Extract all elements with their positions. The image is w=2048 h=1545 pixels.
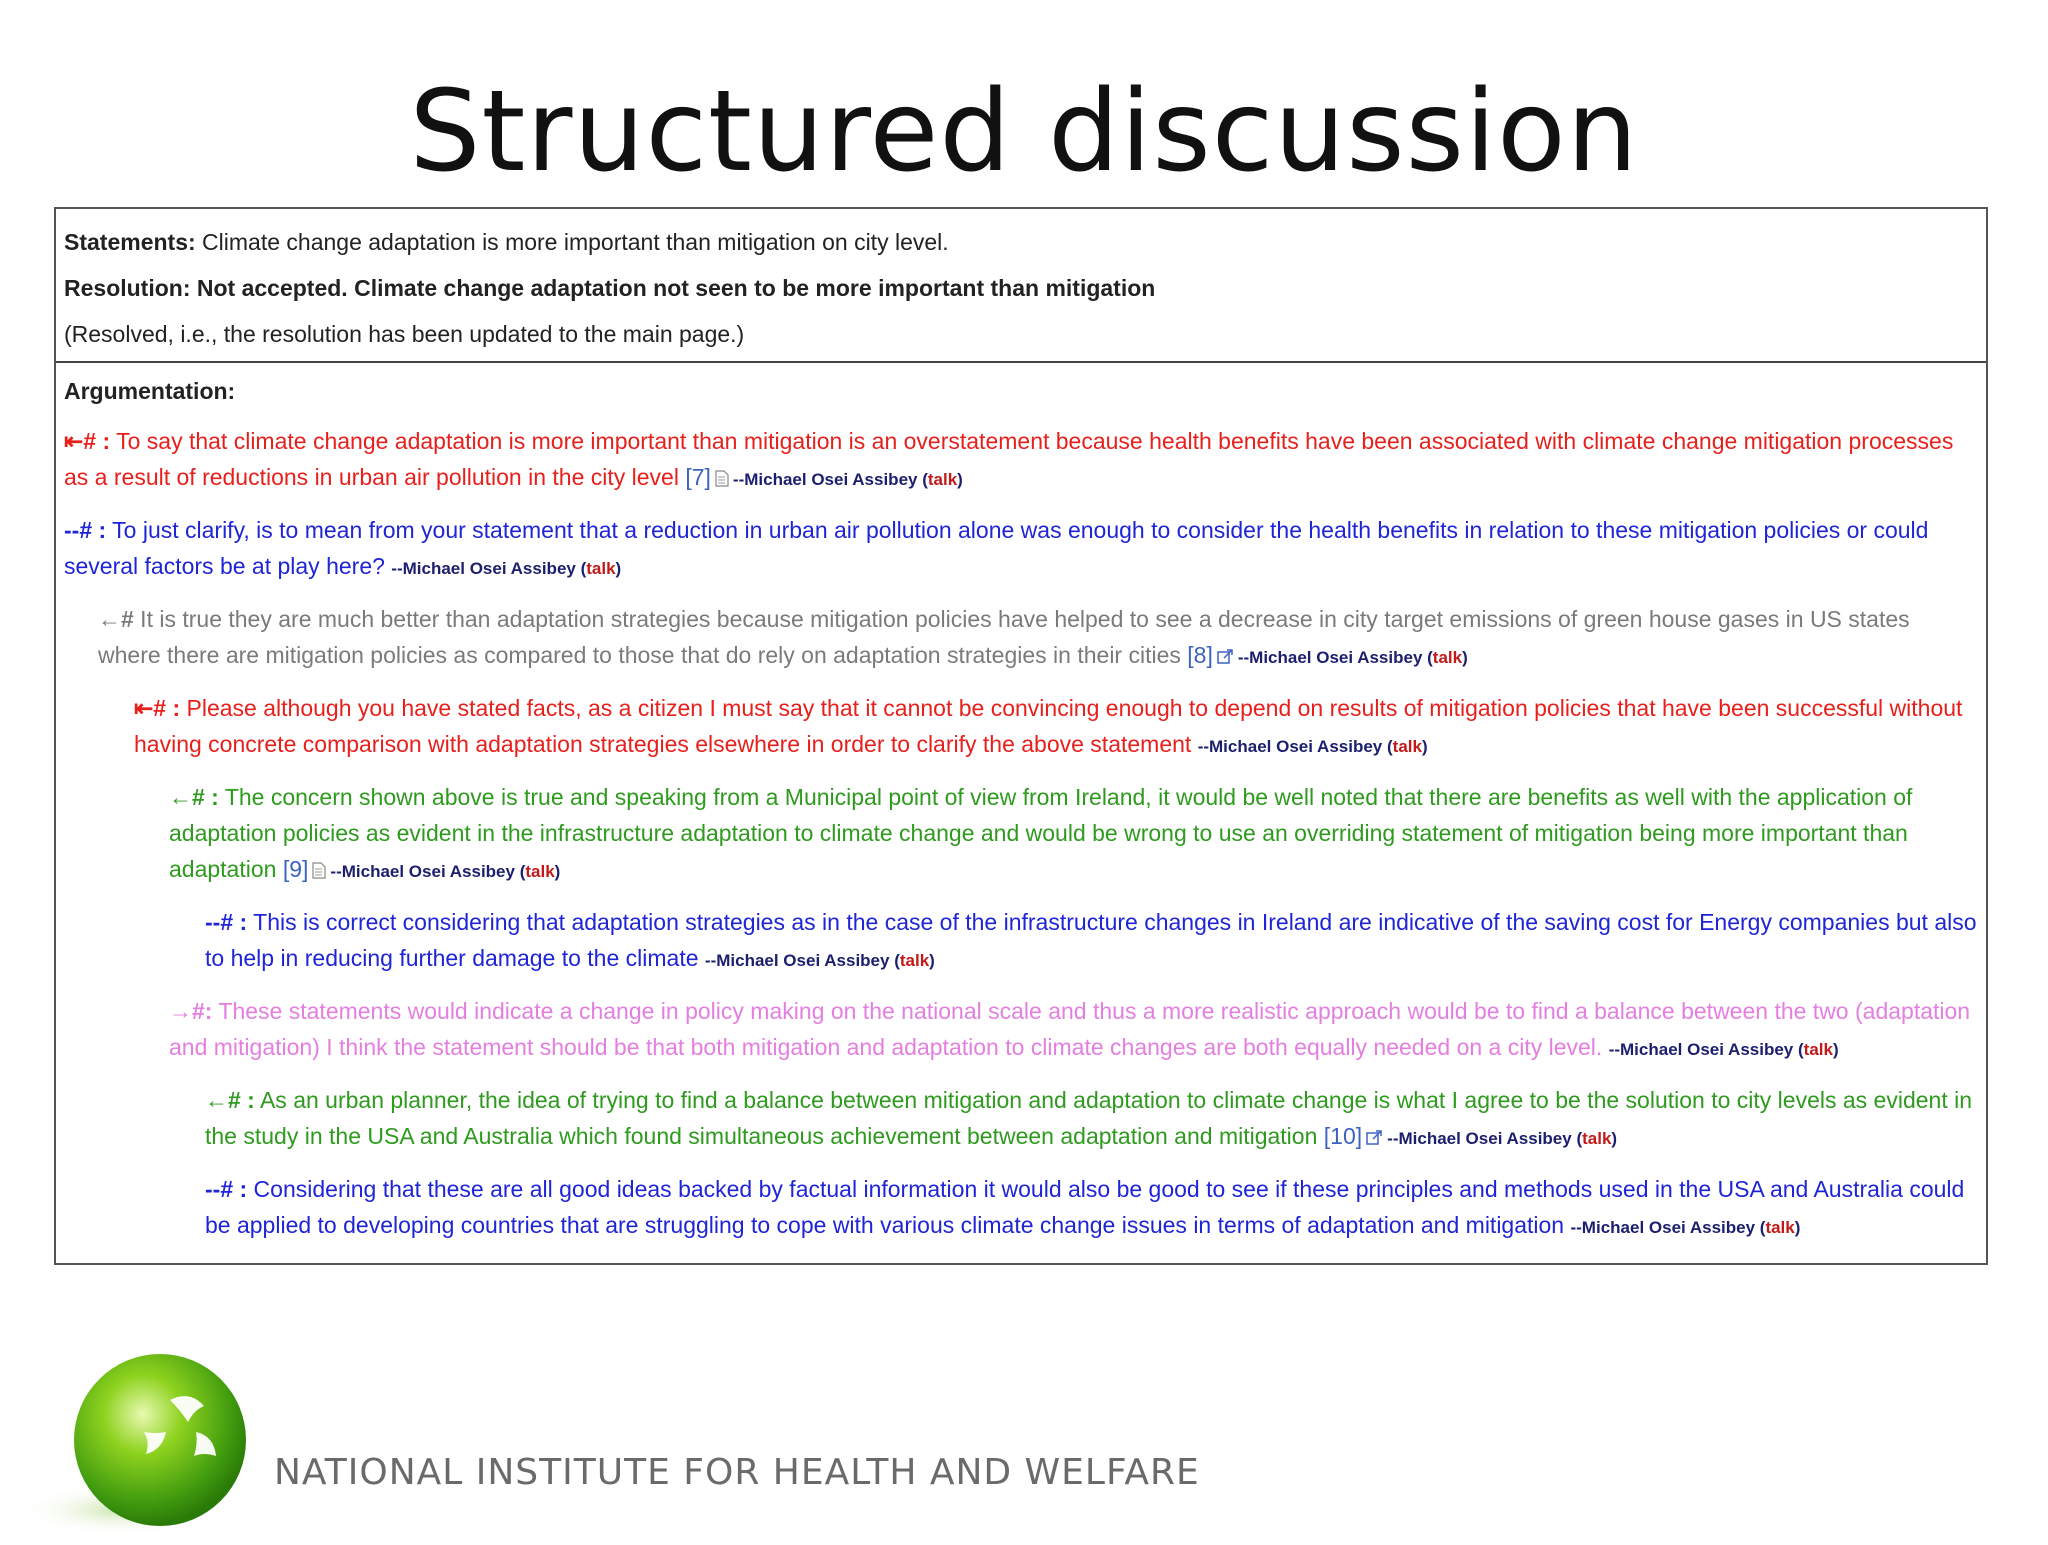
resolution-text: Resolution: Not accepted. Climate change adaptation not seen to be more important than mitigation [64,275,1156,301]
signature: --Michael Osei Assibey (talk) [732,470,963,489]
statements-line [64,219,1978,265]
talk-link[interactable]: talk [899,951,930,970]
talk-link[interactable]: talk [1803,1040,1833,1059]
signature: --Michael Osei Assibey (talk) [1237,648,1468,667]
reference-link[interactable]: [7] [685,464,711,490]
page-title: Structured discussion [409,67,1639,197]
talk-link[interactable]: talk [525,862,555,881]
discussion-frame [54,207,1988,1265]
reference-link[interactable]: [8] [1187,642,1213,668]
argument-text: The concern shown above is true and speaking from a Municipal point of view from Ireland, it would be well noted that there are benefits as well with the application of adaptation policies as evident in the infrastructure adaptation to climate change and would be wrong to use an overriding statement of mitigation being more important than adaptation [169,784,1913,882]
argument-item [64,1171,1978,1246]
comment-marker: --# : [205,1176,248,1202]
institute-name: NATIONAL INSTITUTE FOR HEALTH AND WELFARE [274,1452,1200,1493]
statements-label: Statements: [64,229,196,255]
signature: --Michael Osei Assibey (talk) [330,862,561,881]
defense-marker: ←# [98,606,134,632]
argument-text: It is true they are much better than adaptation strategies because mitigation policies have helped to see a decrease in city target emissions of green house gases in US states where there are mitigation policies as compared to those that do rely on adaptation strategies in their cities [98,606,1910,668]
talk-link[interactable]: talk [1392,737,1422,756]
talk-link[interactable]: talk [1432,648,1463,667]
attack-marker: ⇤# : [134,695,181,721]
argument-text: Please although you have stated facts, as a citizen I must say that it cannot be convincing enough to depend on results of mitigation policies that have been successful without having concrete comparison with adaptation strategies elsewhere in order to clarify the above statement [134,695,1963,757]
argument-item [64,993,1978,1068]
external-link-icon [1217,639,1234,675]
argumentation-heading: Argumentation: [64,378,236,404]
argument-item [64,779,1978,890]
talk-link[interactable]: talk [927,470,958,489]
argument-text: To just clarify, is to mean from your statement that a reduction in urban air pollution alone was enough to consider the health benefits in relation to these mitigation policies or could several factors be at play here? [64,517,1929,579]
argument-item [64,904,1978,979]
talk-link[interactable]: talk [1765,1218,1795,1237]
argument-text: This is correct considering that adaptation strategies as in the case of the infrastructure changes in Ireland are indicative of the saving cost for Energy companies but also to help in reducing further damage to the climate [205,909,1977,971]
reference-link[interactable]: [9] [282,856,309,882]
signature: --Michael Osei Assibey (talk) [1387,1129,1618,1148]
argument-text: To say that climate change adaptation is more important than mitigation is an overstatement because health benefits have been associated with climate change mitigation processes as a result of reductions in urban air pollution in the city level [64,428,1954,490]
resolution-line [64,265,1978,311]
document-icon [715,461,729,497]
external-link-icon [1366,1120,1383,1156]
talk-link[interactable]: talk [586,559,616,578]
talk-link[interactable]: talk [1582,1129,1612,1148]
statement-box [56,209,1986,363]
reference-link[interactable]: [10] [1323,1123,1363,1149]
comment-marker: --# : [64,517,107,543]
argument-item [64,690,1978,765]
defense-marker: ←# : [169,784,219,810]
argument-text: These statements would indicate a change in policy making on the national scale and thus a more realistic approach would be to find a balance between the two (adaptation and mitigation) I think the statement should be that both mitigation and adaptation to climate changes are both equally needed on a city level. [169,998,1971,1060]
defense-marker: ←# : [205,1087,255,1113]
argument-item [64,601,1978,676]
branch-marker: →#: [169,998,213,1024]
statements-text: Climate change adaptation is more important than mitigation on city level. [202,229,949,255]
comment-marker: --# : [205,909,248,935]
signature: --Michael Osei Assibey (talk) [704,951,935,970]
argument-text: As an urban planner, the idea of trying to find a balance between mitigation and adaptation to climate change is what I agree to be the solution to city levels as evident in the study in the USA and Australia which found simultaneous achievement between adaptation and mitigation [205,1087,1973,1149]
attack-marker: ⇤# : [64,428,111,454]
argument-item [64,423,1978,498]
institute-logo [20,1340,260,1540]
signature: --Michael Osei Assibey (talk) [1608,1040,1839,1059]
argument-item [64,1082,1978,1157]
resolved-note: (Resolved, i.e., the resolution has been updated to the main page.) [64,321,745,347]
argument-text: Considering that these are all good ideas backed by factual information it would also be good to see if these principles and methods used in the USA and Australia could be applied to developing countries that are struggling to cope with various climate change issues in terms of adaptation and mitigation [205,1176,1965,1238]
signature: --Michael Osei Assibey (talk) [391,559,622,578]
argument-item [64,512,1978,587]
argumentation-box [56,363,1986,1246]
document-icon [312,853,326,889]
signature: --Michael Osei Assibey (talk) [1197,737,1428,756]
signature: --Michael Osei Assibey (talk) [1570,1218,1801,1237]
